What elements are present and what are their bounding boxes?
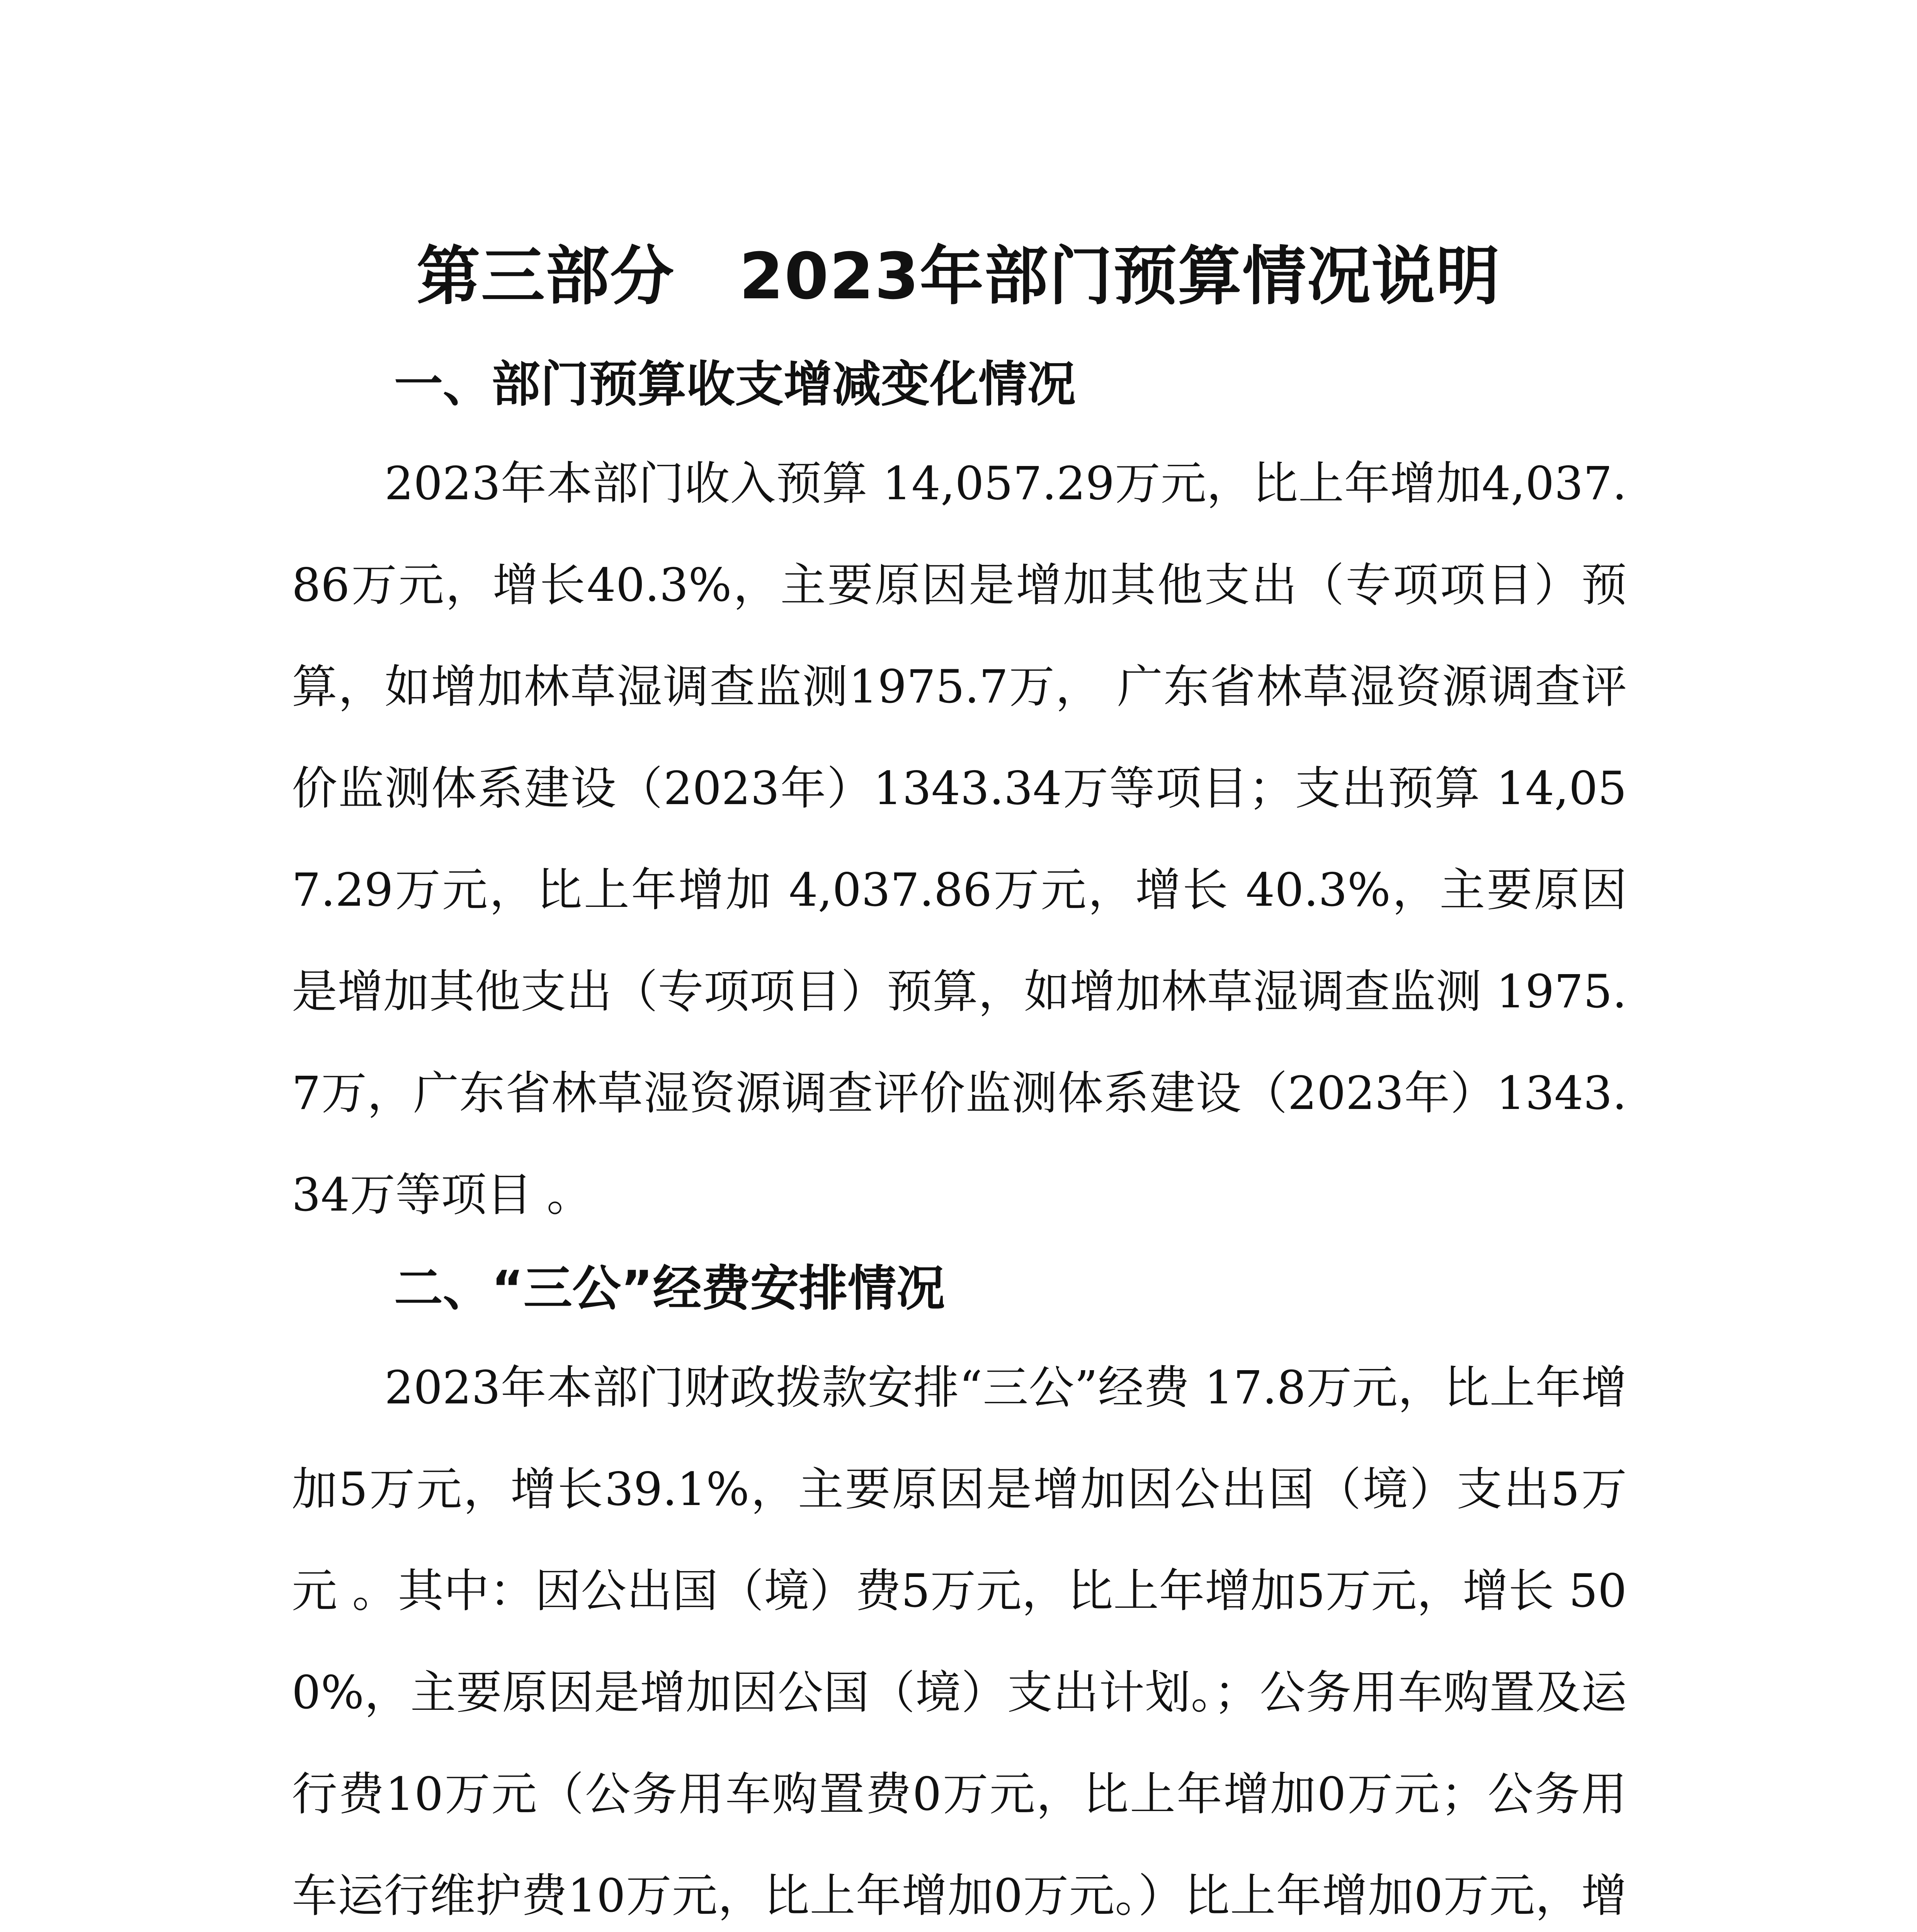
section-paragraph-budget-changes: 2023年本部门收入预算 14,057.29万元，比上年增加4,037.86万元，增长40.3%，主要原因是增加其他支出（专项项目）预算，如增加林草湿调查监测1975.7万， 广东省林草湿资源调查评价监测体系建设（2023年）1343.34万等项目；支出预算 14,057.29万元，比上年增加 4,037.86万元，增长 40.3%，主要原因是增加其他支出（专项项目）预算，如增加林草湿调查监测 1975.7万，广东省林草湿资源调查评价监测体系建设（2023年）1343.34万等项目 。 bbox=[292, 457, 1627, 1221]
page-title: 第三部分 2023年部门预算情况说明 bbox=[416, 239, 1501, 313]
section-heading-three-public-expenses: 二、“三公”经费安排情况 bbox=[394, 1260, 945, 1317]
section-paragraph-three-public-expenses: 2023年本部门财政拨款安排“三公”经费 17.8万元，比上年增加5万元，增长39.1%，主要原因是增加因公出国（境）支出5万元 。其中：因公出国（境）费5万元，比上年增加5万元，增长 500%，主要原因是增加因公国（境）支出计划。；公务用车购置及运行费10万元（公务用车购置费0万元，比上年增加0万元；公务用车运行维护费10万元，比上年增加0万元。）比上年增加0万元，增 bbox=[292, 1361, 1627, 1922]
section-heading-budget-changes: 一、部门预算收支增减变化情况 bbox=[394, 356, 1076, 413]
